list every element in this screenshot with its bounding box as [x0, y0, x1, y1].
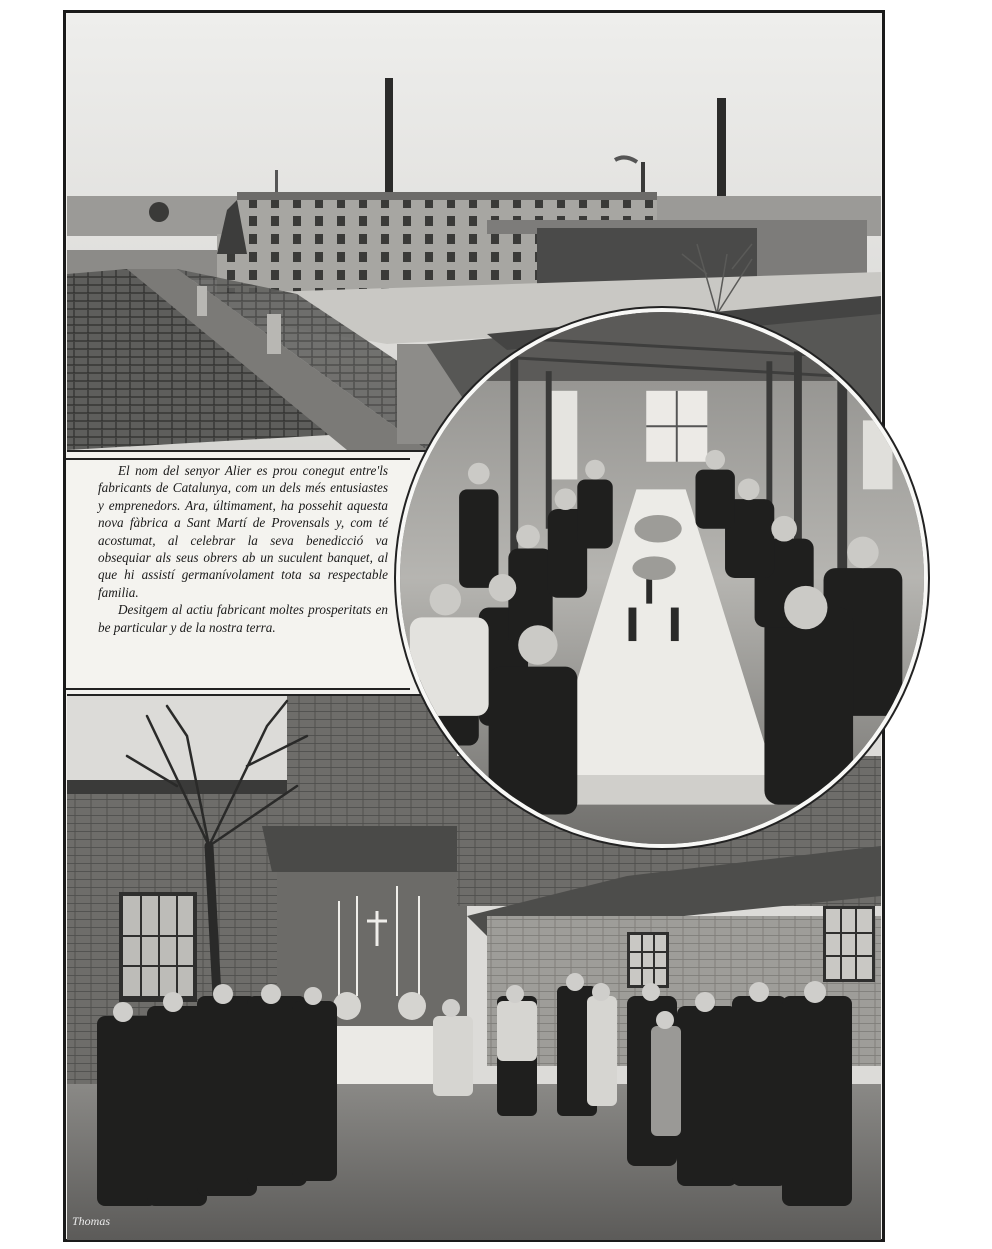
photographer-signature: Thomas — [72, 1214, 111, 1228]
caption-paragraph-1: El nom del senyor Alier es prou conegut entre'ls fabricants de Catalunya, com un dels més entusiastes y emprenedors. Ara, últimament, ha possehit aquesta nova fàbrica a Sant Martí de Provensals y, com té acostumat, al celebrar la seva benedicció va obsequiar als seus obrers ab un suculent banquet, al que hi assistí germanívolament tota sa respectable familia. — [98, 463, 388, 600]
caption-text — [98, 462, 388, 636]
caption-paragraph-2: Desitgem al actiu fabricant moltes prosperitats en be particular y de la nostra terra. — [98, 602, 388, 635]
banquet-hall-photo — [396, 308, 928, 848]
